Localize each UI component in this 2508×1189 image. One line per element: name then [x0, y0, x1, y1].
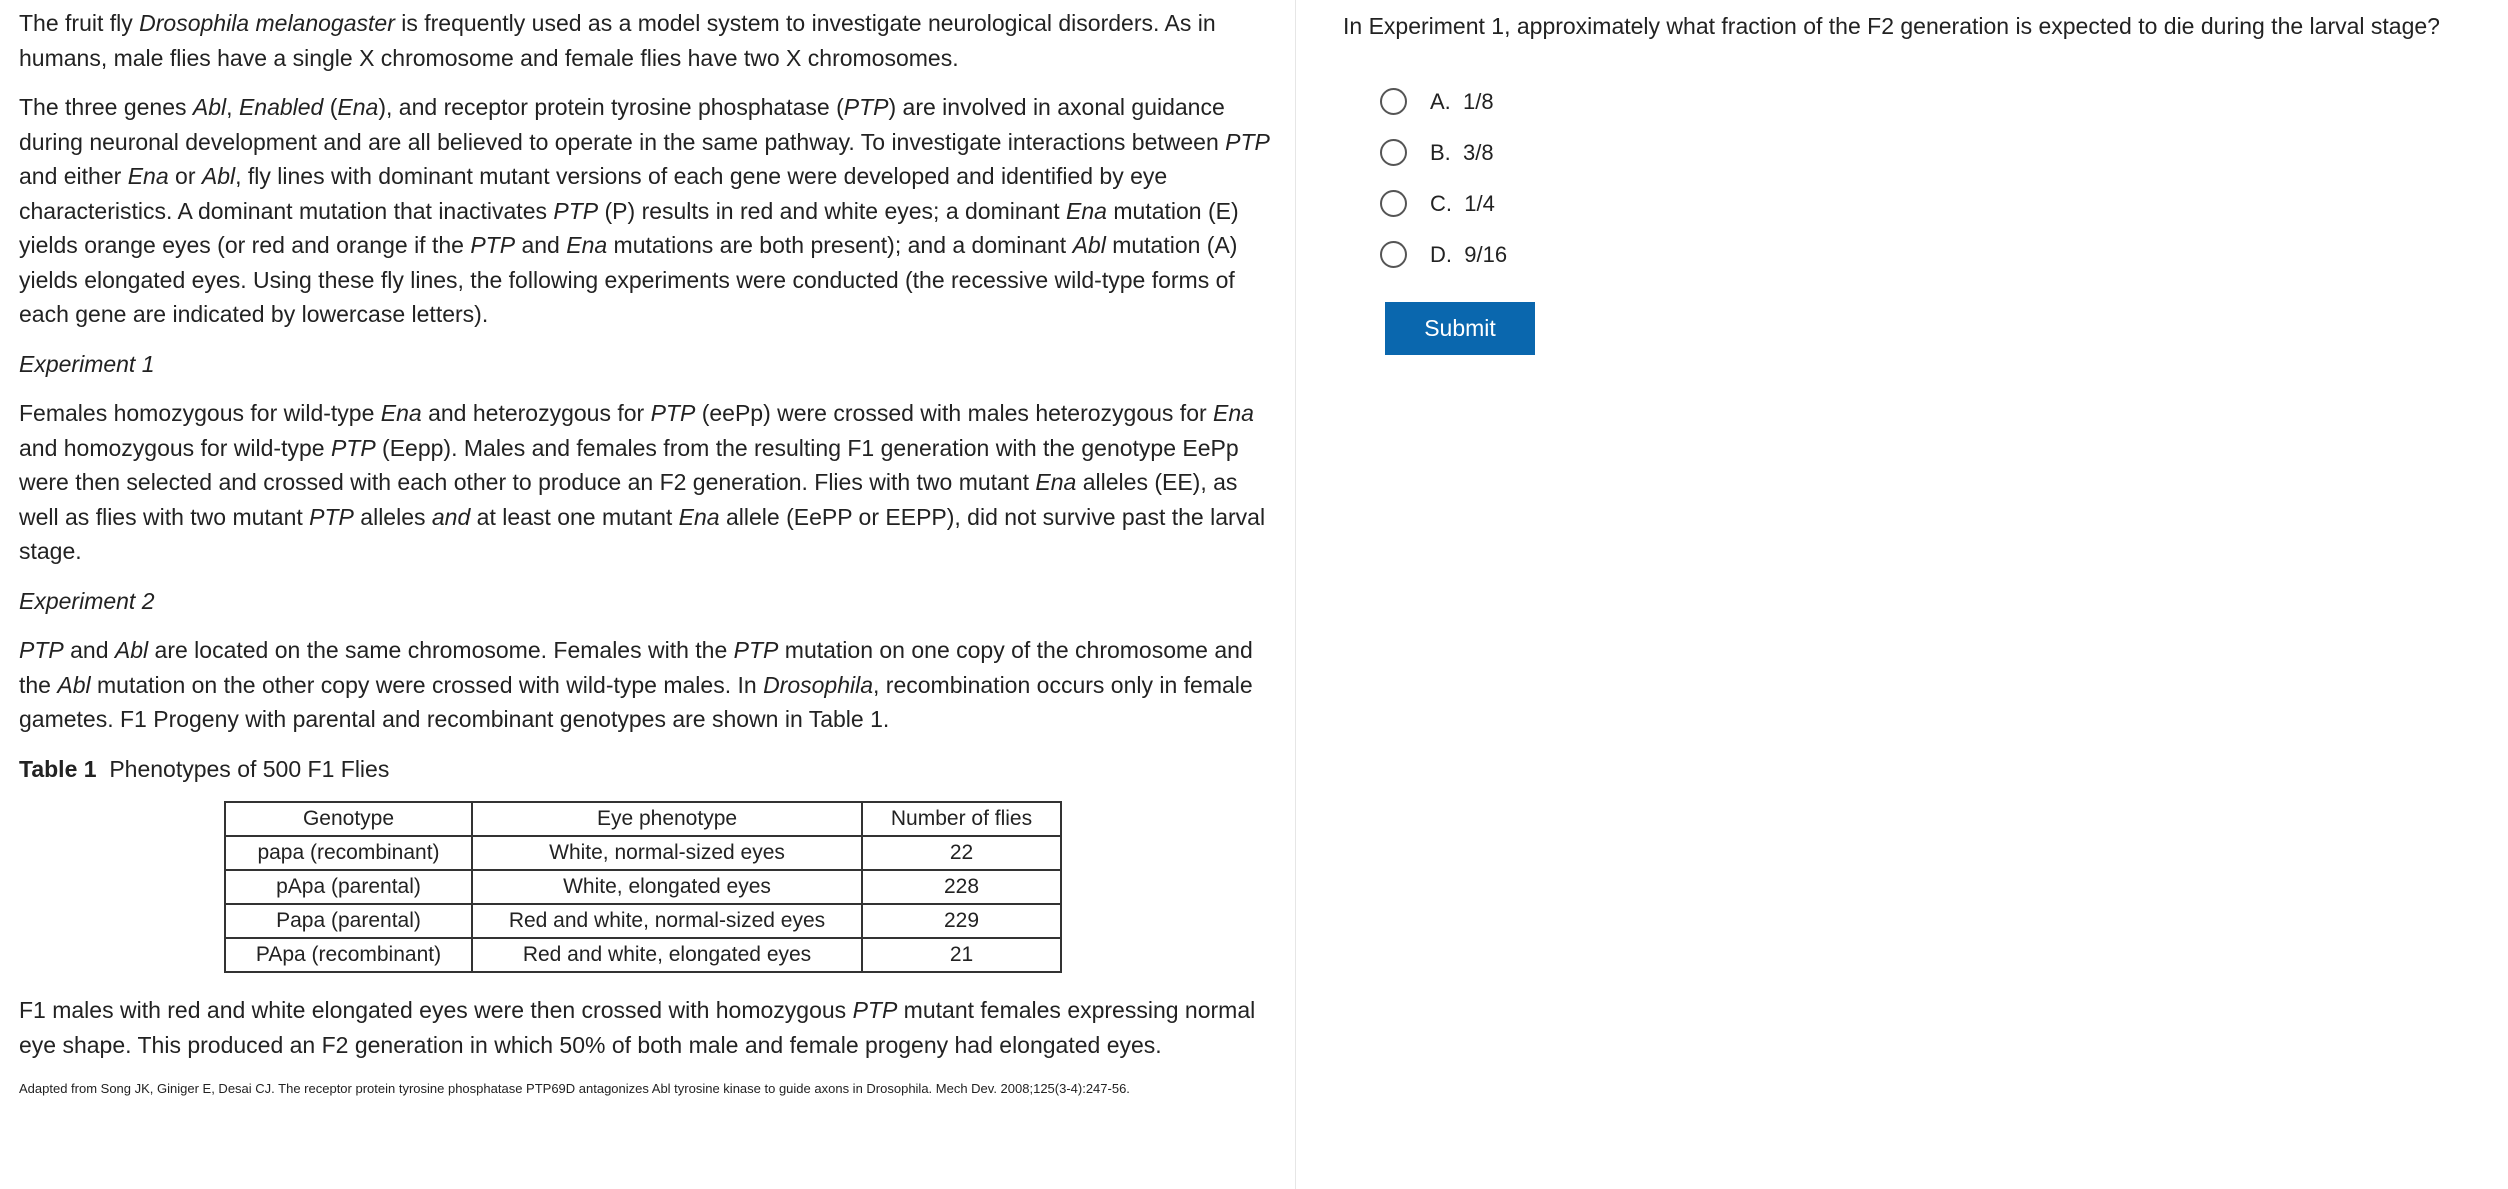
table-cell-genotype: PApa (recombinant) [225, 938, 472, 972]
italic-text-run: Ena [678, 503, 720, 530]
table-cell-genotype: pApa (parental) [225, 870, 472, 904]
text-run: mutation on the other copy were crossed with wild-type males. In [90, 671, 764, 698]
submit-button[interactable]: Submit [1385, 302, 1535, 355]
text-run: and [515, 232, 567, 258]
italic-text-run: Drosophila [763, 671, 874, 698]
text-run: mutation on one copy of the chromosome and the [19, 637, 1253, 698]
text-run: are located on the same chromosome. Females with the [148, 637, 734, 663]
question-pane [1297, 0, 2508, 1189]
table-cell-phenotype: White, normal-sized eyes [472, 836, 862, 870]
option-letter: C. [1430, 190, 1452, 216]
italic-text-run: Ena [1066, 197, 1107, 224]
italic-text-run: PTP [1225, 128, 1270, 155]
table-cell-genotype: Papa (parental) [225, 904, 472, 938]
option-letter: A. [1430, 88, 1451, 114]
text-run: (Eepp). Males and females from the resulting F1 generation with the genotype EePp were then selected and crossed with each other to produce an F2 generation. Flies with two mutant [19, 434, 1239, 495]
text-run: and heterozygous for [421, 400, 651, 426]
question-stem: In Experiment 1, approximately what fraction of the F2 generation is expected to die during the larval stage? [1343, 13, 2440, 39]
italic-text-run: Abl [1072, 232, 1106, 258]
table-cell-phenotype: Red and white, normal-sized eyes [472, 904, 862, 938]
text-run: and homozygous for wild-type [19, 434, 331, 461]
italic-text-run: Ena [1213, 400, 1254, 426]
italic-text-run: PTP [650, 400, 696, 426]
italic-text-run: Abl [192, 94, 227, 120]
italic-text-run: PTP [553, 197, 599, 224]
text-run: alleles (EE), as well as flies with two mutant [19, 469, 1238, 530]
table-row [225, 870, 1061, 904]
text-run: allele (EePP or EEPP), did not survive past the larval stage. [19, 503, 1266, 564]
italic-text-run: Ena [566, 232, 608, 258]
answer-option-b[interactable] [1380, 127, 1507, 178]
text-run: is frequently used as a model system to investigate neurological disorders. As in humans, male flies have a single X chromosome and female flies have two X chromosomes. [19, 10, 1216, 71]
text-run: The fruit fly [19, 10, 140, 36]
table-row [225, 904, 1061, 938]
text-run: and [63, 637, 115, 663]
passage-paragraph-1 [19, 6, 1279, 75]
italic-text-run: PTP [330, 434, 376, 461]
italic-text-run: Ena [337, 94, 379, 120]
italic-text-run: Drosophila melanogaster [139, 10, 395, 36]
table-cell-count: 22 [862, 836, 1061, 870]
italic-text-run: Ena [380, 400, 422, 426]
italic-text-run: Ena [1035, 469, 1077, 495]
italic-text-run: Abl [201, 163, 236, 189]
radio-button[interactable] [1380, 139, 1407, 166]
answer-option-a[interactable] [1380, 76, 1507, 127]
passage-paragraph-2 [19, 90, 1279, 332]
text-run: ( [323, 94, 338, 120]
table-row [225, 836, 1061, 870]
passage-paragraph-5 [19, 993, 1279, 1062]
italic-text-run: PTP [852, 997, 898, 1023]
table-caption-title: Phenotypes of 500 F1 Flies [109, 755, 390, 782]
text-run: mutation (E) yields orange eyes (or red and orange if the [19, 197, 1239, 258]
italic-text-run: Ena [127, 163, 169, 189]
table-cell-phenotype: Red and white, elongated eyes [472, 938, 862, 972]
radio-button[interactable] [1380, 190, 1407, 217]
radio-button[interactable] [1380, 88, 1407, 115]
table-cell-count: 228 [862, 870, 1061, 904]
italic-text-run: Enabled [238, 94, 324, 120]
table-header-genotype: Genotype [225, 802, 472, 836]
option-label [1430, 242, 1507, 268]
answer-option-c[interactable] [1380, 178, 1507, 229]
option-letter: B. [1430, 139, 1451, 165]
text-run: (P) results in red and white eyes; a dominant [598, 197, 1067, 224]
text-run: (eePp) were crossed with males heterozygous for [695, 400, 1214, 426]
italic-text-run: PTP [843, 94, 889, 120]
italic-text-run: PTP [309, 503, 354, 530]
italic-text-run: Abl [57, 671, 91, 698]
text-run: , [226, 94, 239, 120]
option-text: 9/16 [1464, 241, 1508, 267]
text-run: , fly lines with dominant mutant versions of each gene were developed and identified by eye characteristics. A dominant mutation that inactivates [19, 163, 1168, 224]
citation: Adapted from Song JK, Giniger E, Desai CJ. The receptor protein tyrosine phosphatase PTP69D antagonizes Abl tyrosine kinase to guide axons in Drosophila. Mech Dev. 2008;125(3-4):247-56. [19, 1081, 1130, 1096]
passage-paragraph-3 [19, 396, 1279, 569]
experiment-1-heading: Experiment 1 [19, 350, 155, 377]
answer-options [1380, 76, 1507, 280]
option-label [1430, 140, 1494, 166]
italic-text-run: and [431, 503, 471, 530]
text-run: mutant females expressing normal eye shape. This produced an F2 generation in which 50% of both male and female progeny had elongated eyes. [19, 997, 1256, 1058]
text-run: The three genes [19, 94, 193, 120]
table-header-eye-phenotype: Eye phenotype [472, 802, 862, 836]
italic-text-run: Abl [114, 637, 149, 663]
italic-text-run: PTP [19, 637, 64, 663]
italic-text-run: PTP [733, 637, 779, 663]
text-run: mutation (A) yields elongated eyes. Using these fly lines, the following experiments were conducted (the recessive wild-type forms of each gene are indicated by lowercase letters). [19, 232, 1238, 327]
experiment-2-heading: Experiment 2 [19, 587, 155, 614]
text-run: at least one mutant [470, 503, 679, 530]
radio-button[interactable] [1380, 241, 1407, 268]
text-run: ) are involved in axonal guidance during neuronal development and are all believed to operate in the same pathway. To investigate interactions between [19, 94, 1226, 155]
passage [19, 6, 1279, 1113]
option-label [1430, 191, 1495, 217]
table-cell-count: 229 [862, 904, 1061, 938]
answer-option-d[interactable] [1380, 229, 1507, 280]
table-cell-genotype: papa (recombinant) [225, 836, 472, 870]
table-cell-phenotype: White, elongated eyes [472, 870, 862, 904]
option-text: 3/8 [1463, 139, 1494, 165]
text-run: and either [19, 163, 128, 189]
text-run: ), and receptor protein tyrosine phosphatase ( [378, 94, 844, 120]
phenotype-table [224, 801, 1062, 973]
text-run: , recombination occurs only in female gametes. F1 Progeny with parental and recombinant genotypes are shown in Table 1. [19, 671, 1253, 732]
text-run: mutations are both present); and a dominant [607, 232, 1073, 258]
option-label [1430, 89, 1494, 115]
table-header-number-of-flies: Number of flies [862, 802, 1061, 836]
table-cell-count: 21 [862, 938, 1061, 972]
option-text: 1/4 [1464, 190, 1495, 216]
italic-text-run: PTP [470, 232, 516, 258]
text-run: alleles [353, 503, 432, 530]
passage-paragraph-4 [19, 633, 1279, 737]
option-text: 1/8 [1463, 88, 1494, 114]
table-header-row [225, 802, 1061, 836]
table-row [225, 938, 1061, 972]
text-run: F1 males with red and white elongated eyes were then crossed with homozygous [19, 997, 853, 1023]
table-caption [19, 752, 1279, 787]
option-letter: D. [1430, 241, 1452, 267]
text-run: or [168, 163, 202, 189]
table-caption-number: Table 1 [19, 755, 97, 782]
text-run: Females homozygous for wild-type [19, 400, 381, 426]
